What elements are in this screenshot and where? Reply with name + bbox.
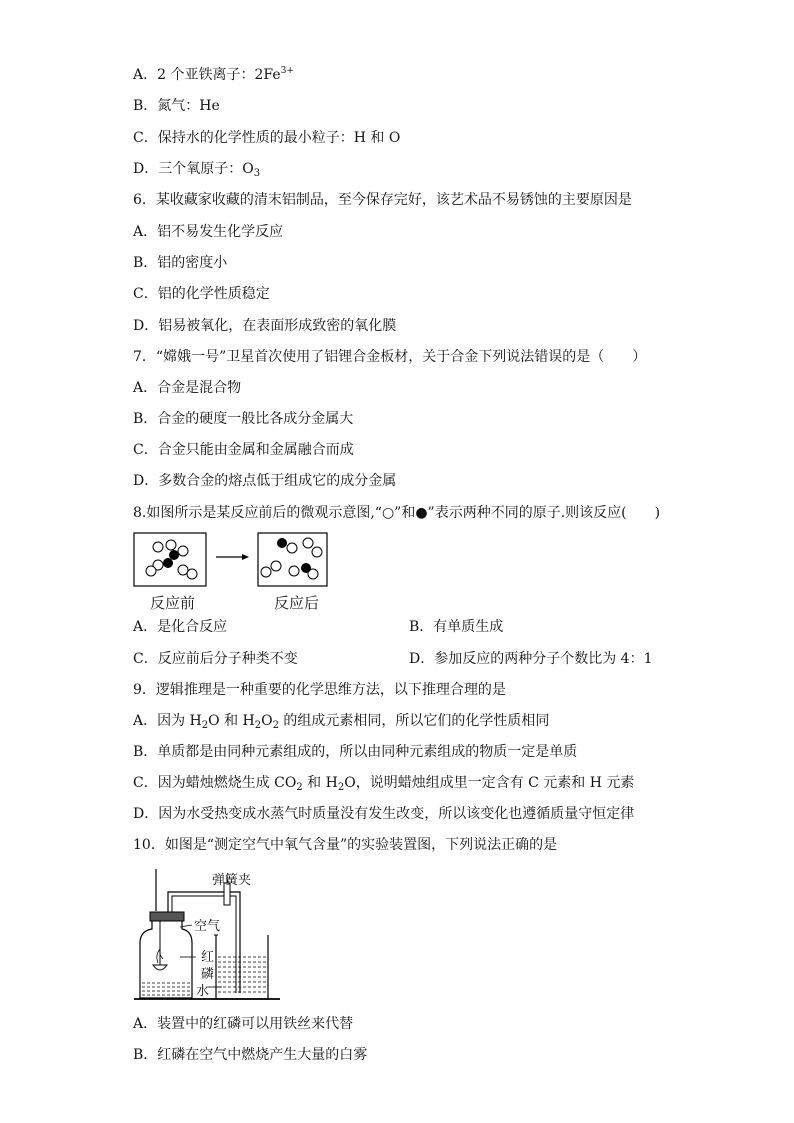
- label-before-reaction: 反应前: [150, 594, 196, 612]
- q8-option-b: B．有单质生成: [409, 619, 504, 635]
- q9c-part-1: C．因为蜡烛燃烧生成 CO: [133, 775, 297, 791]
- q8-option-a: A．是化合反应: [133, 619, 228, 635]
- q7-option-d: D．多数合金的熔点低于组成它的成分金属: [133, 473, 397, 489]
- q6-option-c: C．铝的化学性质稳定: [133, 286, 270, 302]
- q7-option-c: C．合金只能由金属和金属融合而成: [133, 442, 354, 458]
- q9-option-d: D．因为水受热变成水蒸气时质量没有发生改变，所以该变化也遵循质量守恒定律: [133, 806, 635, 822]
- rubber-stopper: [150, 912, 184, 921]
- q9a-sub-3: 2: [272, 720, 279, 731]
- q6-option-a: A．铝不易发生化学反应: [133, 224, 284, 240]
- q9a-part-2: O 和 H: [208, 713, 255, 729]
- q9-stem: 9．逻辑推理是一种重要的化学思维方法，以下推理合理的是: [133, 682, 506, 698]
- q8-reaction-diagram: [130, 530, 340, 592]
- label-air: 空气: [194, 919, 221, 934]
- collecting-bottle: [140, 921, 192, 998]
- q9-option-b: B．单质都是由同种元素组成的，所以由同种元素组成的物质一定是单质: [133, 744, 578, 760]
- q10-apparatus-diagram: [130, 865, 290, 1005]
- q6-option-d: D．铝易被氧化，在表面形成致密的氧化膜: [133, 318, 397, 334]
- label-after-reaction: 反应后: [274, 594, 320, 612]
- q7-option-b: B．合金的硬度一般比各成分金属大: [133, 411, 354, 427]
- q5-option-d: [133, 160, 260, 178]
- q5-option-a-text: A．2 个亚铁离子：2Fe: [133, 67, 281, 83]
- q9c-part-2: 和 H: [302, 775, 338, 791]
- q9a-part-1: A．因为 H: [133, 713, 202, 729]
- q8-option-c: C．反应前后分子种类不变: [133, 651, 298, 667]
- q7-stem: 7．“嫦娥一号”卫星首次使用了铝锂合金板材，关于合金下列说法错误的是（ ）: [133, 349, 647, 365]
- q9-option-a: [133, 712, 549, 730]
- q5-option-c: C．保持水的化学性质的最小粒子：H 和 O: [133, 130, 401, 146]
- q5-option-b: B．氮气：He: [133, 98, 220, 114]
- q5-option-a-charge: 3+: [280, 66, 294, 76]
- q10-option-b: B．红磷在空气中燃烧产生大量的白雾: [133, 1047, 368, 1063]
- q5-option-a: [133, 66, 294, 84]
- bottle-water: [142, 983, 190, 995]
- q9a-sub-1: 2: [201, 720, 209, 731]
- q9a-part-3: O: [261, 713, 273, 729]
- q9c-part-3: O，说明蜡烛组成里一定含有 C 元素和 H 元素: [344, 775, 635, 791]
- reaction-arrow-head: [242, 554, 249, 560]
- beaker-water: [218, 957, 266, 992]
- label-spring-clamp: 弹簧夹: [212, 873, 252, 888]
- label-red-1: 红: [201, 950, 215, 965]
- label-red-2: 磷: [201, 967, 215, 982]
- label-water: 水: [196, 984, 210, 999]
- q9c-sub-2: 2: [337, 782, 345, 793]
- q10-stem: 10．如图是“测定空气中氧气含量”的实验装置图，下列说法正确的是: [133, 837, 558, 853]
- q6-option-b: B．铝的密度小: [133, 255, 228, 271]
- q9a-sub-2: 2: [254, 720, 262, 731]
- q10-option-a: A．装置中的红磷可以用铁丝来代替: [133, 1016, 354, 1032]
- q5-option-d-text: D．三个氧原子：O: [133, 161, 254, 177]
- q9-option-c: [133, 774, 634, 792]
- q7-option-a: A．合金是混合物: [133, 380, 242, 396]
- q9a-part-4: 的组成元素相同，所以它们的化学性质相同: [278, 713, 550, 729]
- q6-stem: 6．某收藏家收藏的清末铝制品，至今保存完好，该艺术品不易锈蚀的主要原因是: [133, 192, 632, 208]
- combustion-spoon: [153, 965, 167, 970]
- q8-stem: 8.如图所示是某反应前后的微观示意图,“○”和●”表示两种不同的原子.则该反应( ): [133, 505, 661, 521]
- q5-option-d-subscript: 3: [253, 168, 261, 179]
- q9c-sub-1: 2: [296, 782, 303, 793]
- q8-option-d: D．参加反应的两种分子个数比为 4：1: [409, 651, 653, 667]
